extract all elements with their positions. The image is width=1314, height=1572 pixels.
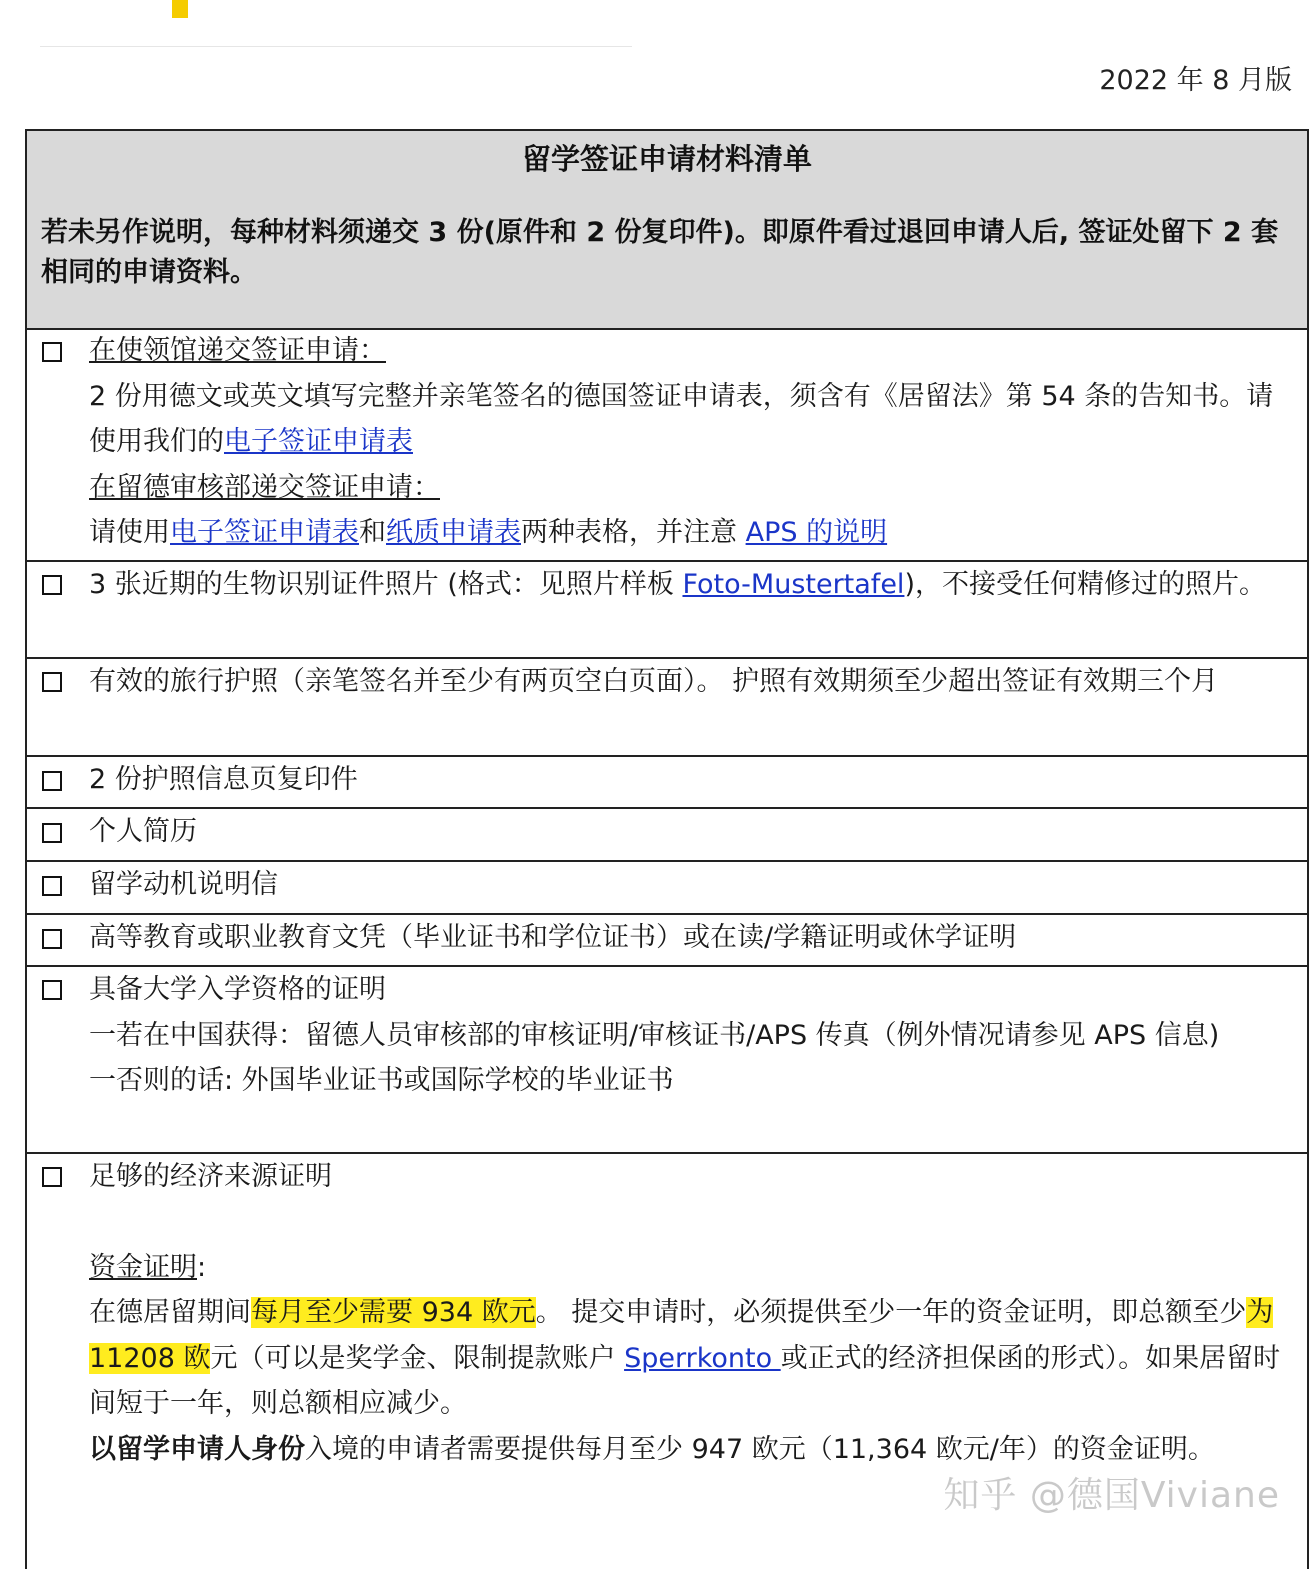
embassy-text: 2 份用德文或英文填写完整并亲笔签名的德国签证申请表，须含有《居留法》第 54 条的告知书。请使用我们的 [89,380,1274,457]
checkbox[interactable] [42,823,62,843]
aps-info-link[interactable]: APS 的说明 [745,517,888,548]
checklist-item-cv [27,807,1307,860]
cv-text: 个人简历 [89,816,197,847]
education-text: 高等教育或职业教育文凭（毕业证书和学位证书）或在读/学籍证明或休学证明 [89,922,1017,953]
checkbox[interactable] [42,575,62,595]
finance-text-5: 入境的申请者需要提供每月至少 947 欧元（11,364 欧元/年）的资金证明。 [305,1433,1215,1465]
checkbox[interactable] [42,929,62,949]
e-visa-form-link[interactable]: 电子签证申请表 [224,426,413,457]
checklist-item-photos [27,560,1307,657]
checkbox[interactable] [42,1167,62,1187]
qualification-title: 具备大学入学资格的证明 [89,974,386,1005]
aps-text-and: 和 [359,517,386,548]
checklist-table [25,129,1309,1569]
photos-text-2: )，不接受任何精修过的照片。 [904,569,1266,600]
checklist-note: 若未另作说明，每种材料须递交 3 份(原件和 2 份复印件)。即原件看过退回申请人后, 签证处留下 2 套相同的申请资料。 [41,217,1279,288]
finance-text-3: 元（可以是奖学金、限制提款账户 [210,1342,625,1374]
finance-bold-text: 以留学申请人身份 [89,1433,305,1465]
watermark: 知乎 @德国Viviane [943,1475,1280,1516]
checkbox[interactable] [42,342,62,362]
checklist-title: 留学签证申请材料清单 [521,142,812,176]
passport-text: 有效的旅行护照（亲笔签名并至少有两页空白页面）。 护照有效期须至少超出签证有效期三个月 [89,666,1219,697]
embassy-heading: 在使领馆递交签证申请： [89,335,386,366]
logo-mark [172,0,188,18]
checklist-item-qualification [27,965,1307,1152]
qualification-line-2: 一否则的话: 外国毕业证书或国际学校的毕业证书 [89,1065,674,1096]
paper-form-link[interactable]: 纸质申请表 [386,517,521,548]
checklist-item-passport-copies [27,755,1307,807]
funds-proof-heading: 资金证明 [89,1251,197,1283]
motivation-text: 留学动机说明信 [89,869,278,900]
checkbox[interactable] [42,672,62,692]
header-divider [40,46,632,47]
passport-copies-text: 2 份护照信息页复印件 [89,764,358,795]
e-visa-form-link-2[interactable]: 电子签证申请表 [170,517,359,548]
funds-proof-colon: : [197,1251,207,1283]
highlight-monthly-amount: 每月至少需要 934 欧元 [251,1297,536,1328]
foto-mustertafel-link[interactable]: Foto-Mustertafel [682,569,905,600]
checklist-item-motivation [27,860,1307,913]
sperrkonto-link[interactable]: Sperrkonto [624,1342,781,1374]
checkbox[interactable] [42,980,62,1000]
finance-title: 足够的经济来源证明 [89,1161,332,1192]
checklist-item-education [27,913,1307,965]
version-label: 2022 年 8 月版 [1099,65,1292,96]
finance-text: 在德居留期间 [89,1297,251,1328]
finance-text-2: 。 提交申请时，必须提供至少一年的资金证明，即总额至少 [535,1297,1247,1328]
checklist-item-application [27,328,1307,560]
aps-text-note: 两种表格，并注意 [521,517,746,548]
qualification-line-1: 一若在中国获得：留德人员审核部的审核证明/审核证书/APS 传真（例外情况请参见 APS 信息) [89,1019,1220,1051]
photos-text: 3 张近期的生物识别证件照片 (格式：见照片样板 [89,569,683,600]
aps-heading: 在留德审核部递交签证申请： [89,471,440,503]
checkbox[interactable] [42,771,62,791]
highlight-annual-amount: 为 11208 欧 [89,1297,1274,1374]
aps-text: 请使用 [89,517,170,548]
checkbox[interactable] [42,876,62,896]
finance-text-4: 或正式的经济担保函的形式）。如果居留时间短于一年，则总额相应减少。 [89,1342,1281,1419]
checklist-item-passport [27,657,1307,755]
checklist-header [27,131,1307,328]
